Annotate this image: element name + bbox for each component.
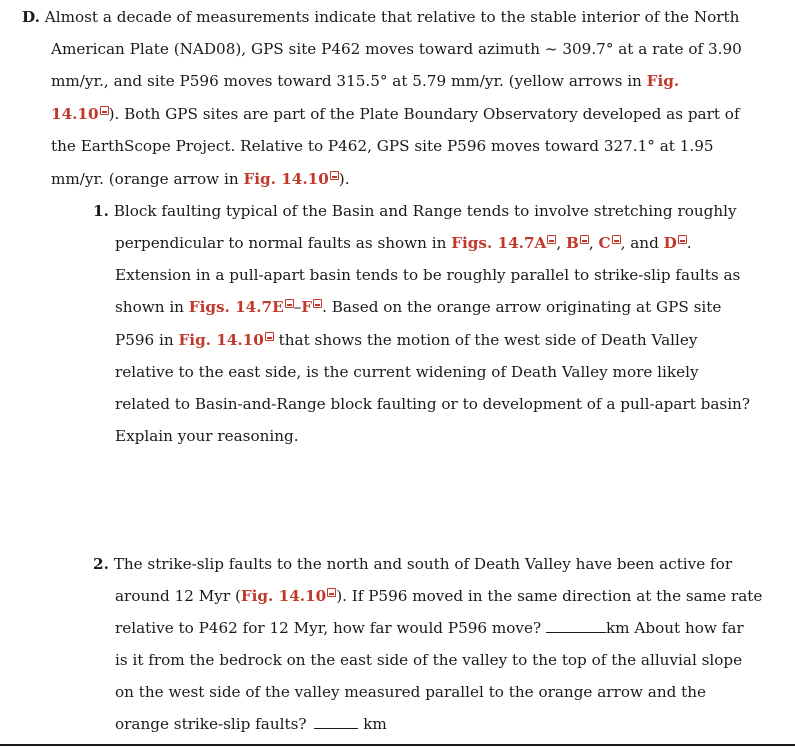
figure-link[interactable] bbox=[301, 298, 322, 316]
question-1-line-8 bbox=[115, 426, 299, 446]
figure-link[interactable] bbox=[566, 234, 589, 252]
question-2-line-4 bbox=[115, 650, 742, 670]
section-text: ). Both GPS sites are part of the Plate Boundary Observatory developed as part of bbox=[108, 105, 740, 123]
external-link-icon bbox=[547, 235, 556, 244]
figure-link-label: C bbox=[598, 234, 611, 252]
section-d-line-5 bbox=[51, 136, 714, 156]
section-d-line-2 bbox=[51, 39, 742, 59]
question-1-line-3 bbox=[115, 265, 740, 285]
question-2-line-5 bbox=[115, 682, 706, 702]
answer-blank-distance[interactable] bbox=[546, 618, 606, 633]
figure-link-label: Fig. 14.10 bbox=[240, 587, 327, 605]
figure-link[interactable] bbox=[451, 234, 556, 252]
section-d-line-1 bbox=[22, 7, 739, 27]
question-text: is it from the bedrock on the east side of the valley to the top of the alluvial slope bbox=[115, 651, 743, 669]
question-text: shown in bbox=[115, 298, 184, 316]
question-text: ). If P596 moved in the same direction at the same rate bbox=[336, 587, 763, 605]
question-1-line-4 bbox=[115, 297, 721, 317]
section-text: mm/yr., and site P596 moves toward 315.5° at 5.79 mm/yr. (yellow arrows in bbox=[51, 72, 642, 90]
question-2-line-1 bbox=[93, 554, 732, 574]
unit-text: km About how far bbox=[605, 619, 744, 637]
question-text: relative to P462 for 12 Myr, how far would P596 move? bbox=[115, 619, 542, 637]
external-link-icon bbox=[265, 332, 274, 341]
question-text: on the west side of the valley measured parallel to the orange arrow and the bbox=[115, 683, 707, 701]
section-d-line-3 bbox=[51, 71, 679, 91]
question-text: related to Basin-and-Range block faulting or to development of a pull-apart basin? bbox=[115, 395, 750, 413]
answer-blank-valley-distance[interactable] bbox=[314, 714, 358, 729]
question-2-line-2 bbox=[115, 586, 762, 606]
figure-link[interactable] bbox=[664, 234, 687, 252]
figure-link[interactable]: Fig. bbox=[646, 72, 680, 90]
external-link-icon bbox=[330, 171, 339, 180]
question-text: The strike-slip faults to the north and south of Death Valley have been active for bbox=[113, 555, 733, 573]
figure-link-label: D bbox=[663, 234, 677, 252]
section-text: American Plate (NAD08), GPS site P462 moves toward azimuth ~ 309.7° at a rate of 3.90 bbox=[51, 40, 742, 58]
external-link-icon bbox=[285, 299, 294, 308]
figure-link-label: Figs. 14.7A bbox=[451, 234, 547, 252]
section-text: Almost a decade of measurements indicate that relative to the stable interior of the North bbox=[44, 8, 740, 26]
question-text: relative to the east side, is the current widening of Death Valley more likely bbox=[115, 363, 699, 381]
figure-link-label: 14.10 bbox=[51, 105, 99, 123]
separator: , bbox=[556, 234, 562, 252]
figure-link[interactable] bbox=[241, 587, 336, 605]
unit-text: km bbox=[363, 715, 387, 733]
external-link-icon bbox=[313, 299, 322, 308]
external-link-icon bbox=[678, 235, 687, 244]
question-1-line-1 bbox=[93, 201, 737, 221]
figure-link[interactable] bbox=[179, 331, 274, 349]
figure-link-label: Figs. 14.7E bbox=[188, 298, 284, 316]
section-text: ). bbox=[338, 170, 350, 188]
figure-link[interactable] bbox=[51, 105, 109, 123]
question-text: P596 in bbox=[115, 331, 174, 349]
question-1-line-2 bbox=[115, 233, 692, 253]
question-text: Explain your reasoning. bbox=[115, 427, 299, 445]
external-link-icon bbox=[327, 588, 336, 597]
question-text: Block faulting typical of the Basin and Range tends to involve stretching roughly bbox=[113, 202, 737, 220]
section-d-line-6 bbox=[51, 169, 350, 189]
figure-link-label: B bbox=[565, 234, 579, 252]
figure-link[interactable] bbox=[243, 170, 338, 188]
question-1-line-5 bbox=[115, 330, 697, 350]
section-label: D. bbox=[22, 8, 40, 26]
figure-link[interactable] bbox=[598, 234, 620, 252]
question-text: orange strike-slip faults? bbox=[115, 715, 307, 733]
section-text: the EarthScope Project. Relative to P462, GPS site P596 moves toward 327.1° at 1.95 bbox=[51, 137, 714, 155]
external-link-icon bbox=[100, 106, 109, 115]
question-2-line-3 bbox=[115, 618, 744, 638]
external-link-icon bbox=[580, 235, 589, 244]
separator: , bbox=[588, 234, 594, 252]
question-text: perpendicular to normal faults as shown in bbox=[115, 234, 447, 252]
figure-link-label: Fig. 14.10 bbox=[243, 170, 329, 188]
figure-link-label: Fig. 14.10 bbox=[178, 331, 264, 349]
figure-link[interactable] bbox=[189, 298, 294, 316]
question-text: around 12 Myr ( bbox=[115, 587, 241, 605]
question-text: Extension in a pull-apart basin tends to be roughly parallel to strike-slip faults as bbox=[115, 266, 741, 284]
question-text: . Based on the orange arrow originating at GPS site bbox=[322, 298, 722, 316]
question-1-line-6 bbox=[115, 362, 699, 382]
external-link-icon bbox=[612, 235, 621, 244]
bottom-divider bbox=[0, 744, 795, 746]
section-d-line-4 bbox=[51, 104, 740, 124]
question-number: 1. bbox=[93, 202, 109, 220]
figure-link-label: F bbox=[301, 298, 313, 316]
question-1-line-7 bbox=[115, 394, 750, 414]
question-number: 2. bbox=[93, 555, 109, 573]
question-text: that shows the motion of the west side of Death Valley bbox=[278, 331, 698, 349]
separator: . bbox=[686, 234, 692, 252]
separator: , and bbox=[620, 234, 659, 252]
separator: – bbox=[293, 298, 302, 316]
question-2-line-6 bbox=[115, 714, 387, 734]
section-text: mm/yr. (orange arrow in bbox=[51, 170, 239, 188]
